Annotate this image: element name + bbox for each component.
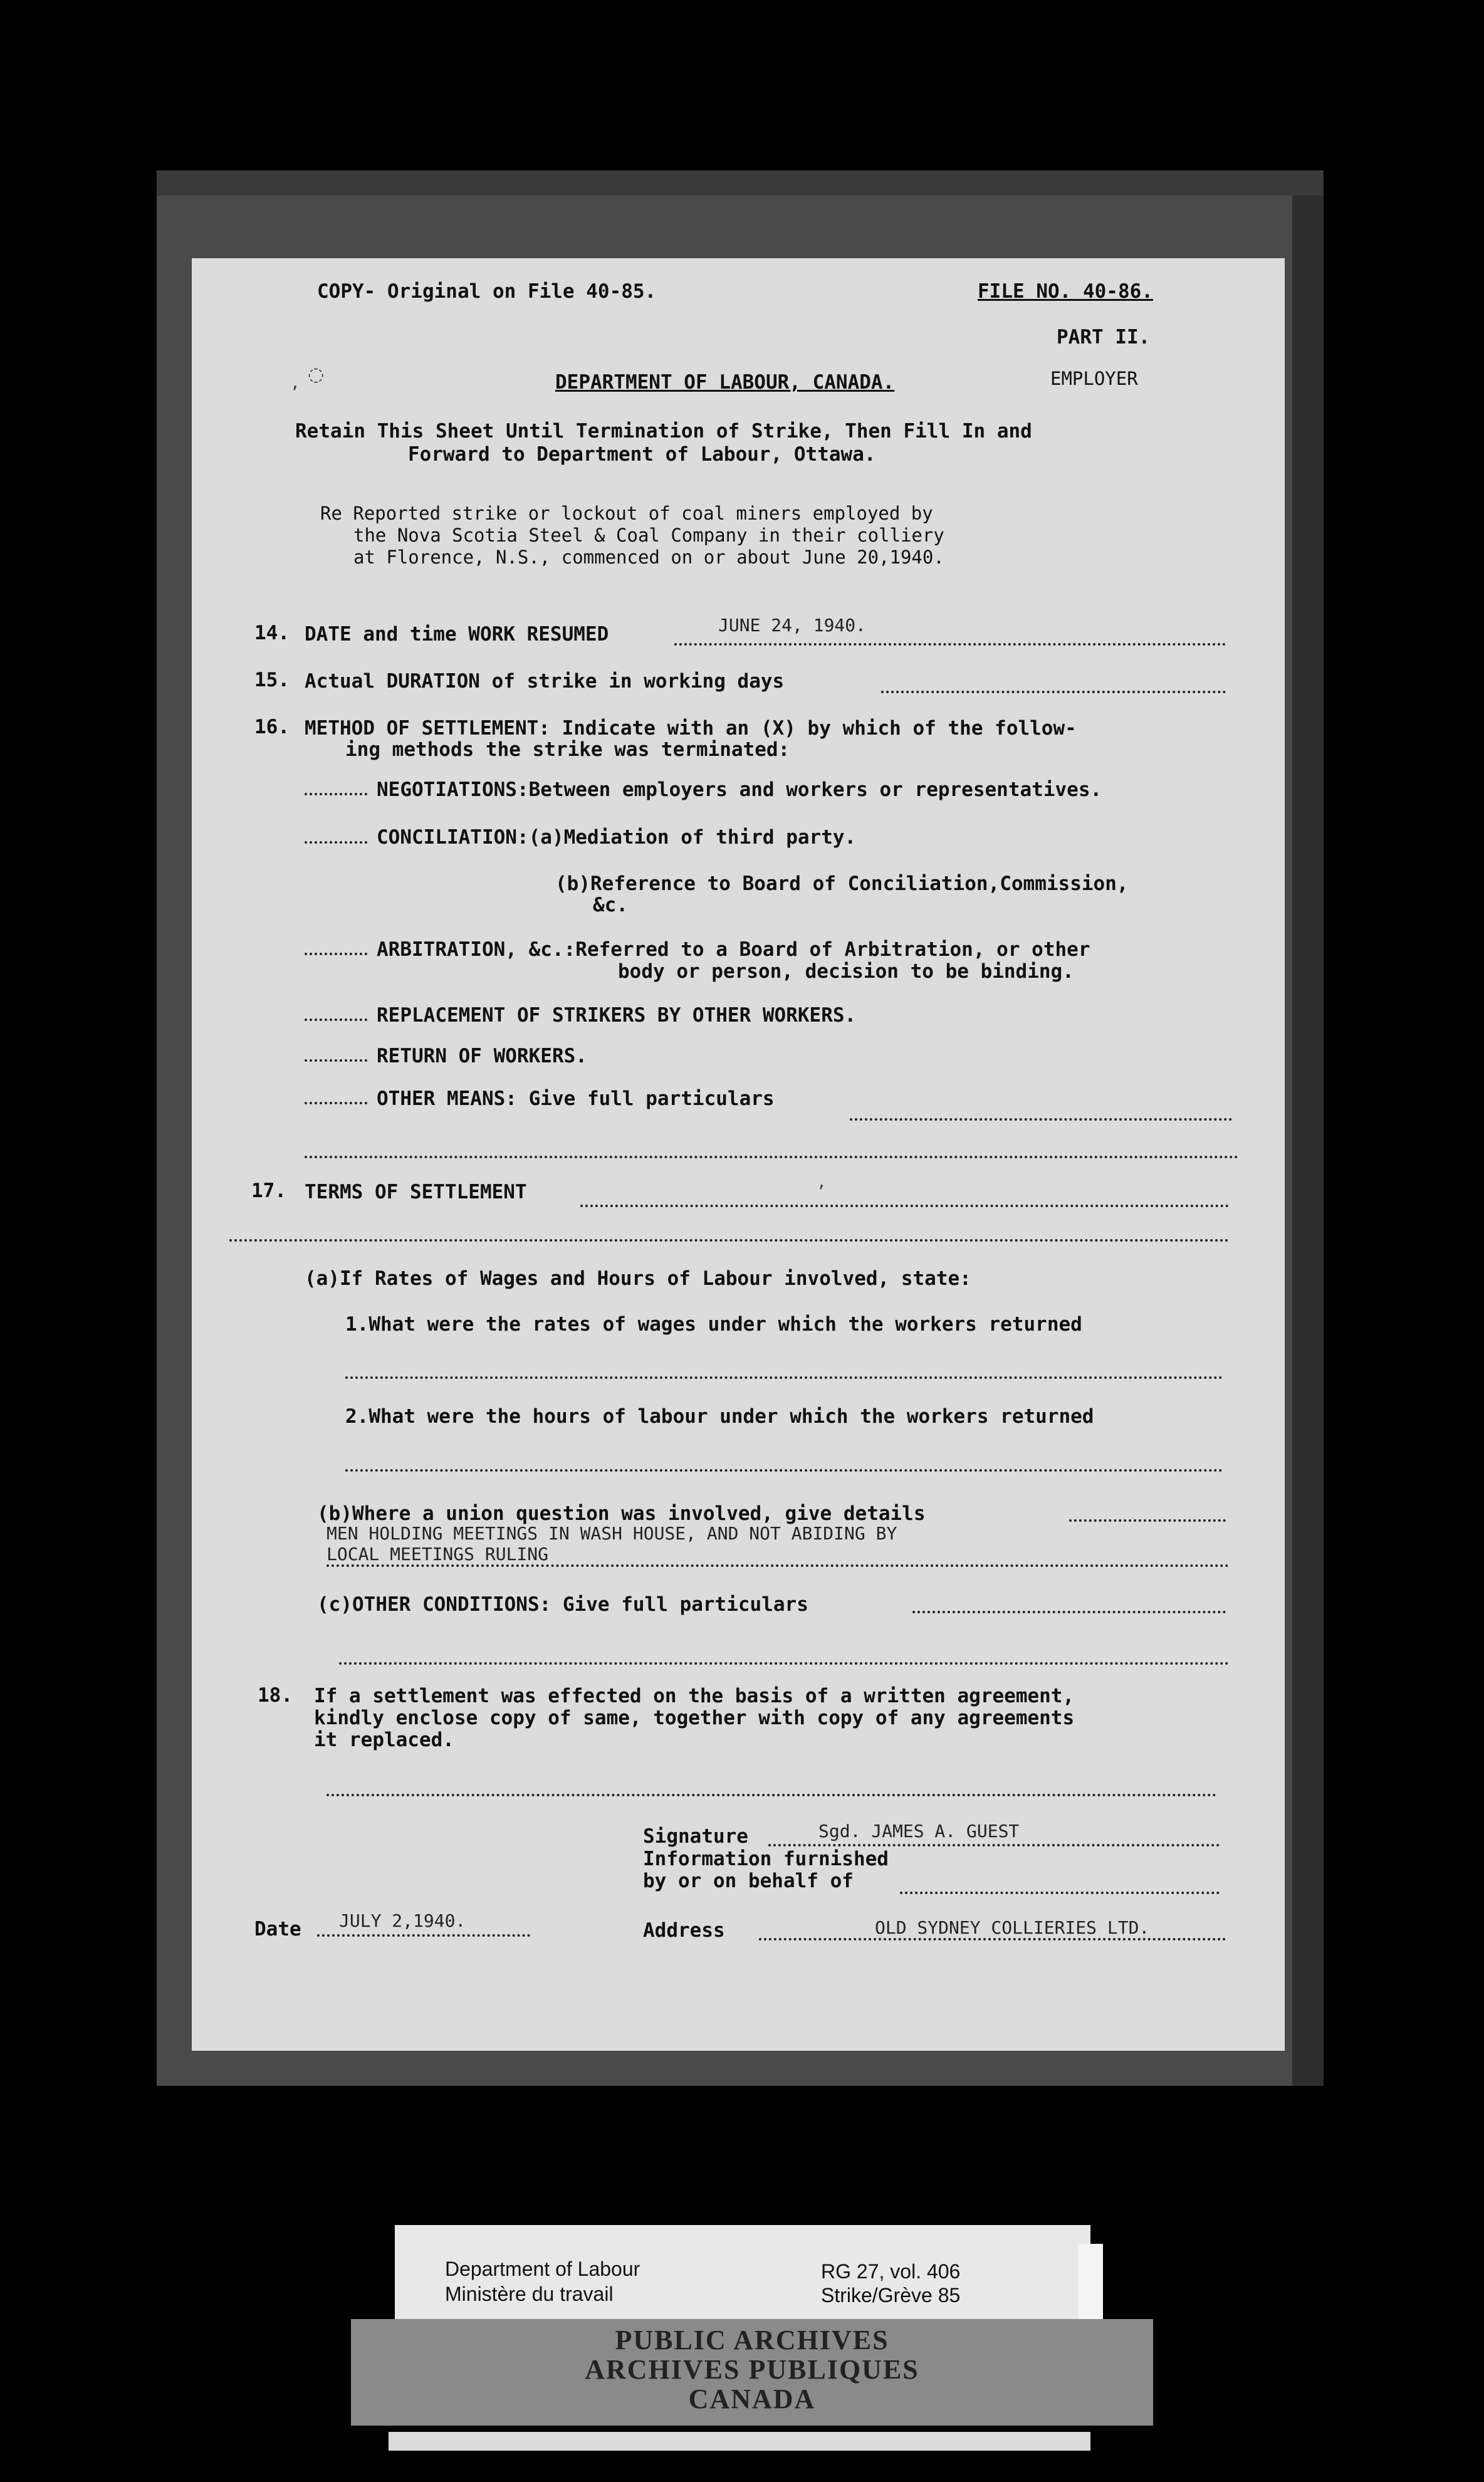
other-conditions-dotted-line-2[interactable] xyxy=(339,1662,1229,1665)
q17b-label: (b)Where a union question was involved, give details xyxy=(317,1502,926,1525)
re-line-1: Re Reported strike or lockout of coal miners employed by xyxy=(320,503,933,524)
signature-value: Sgd. JAMES A. GUEST xyxy=(818,1821,1020,1841)
archive-dept-fr: Ministère du travail xyxy=(445,2283,614,2305)
re-line-3: at Florence, N.S., commenced on or about June 20,1940. xyxy=(353,547,944,568)
date-value: JULY 2,1940. xyxy=(339,1910,466,1931)
q17b-value-line-2: LOCAL MEETINGS RULING xyxy=(327,1544,549,1564)
copy-note: COPY- Original on File 40-85. xyxy=(317,280,657,303)
option-negotiations: NEGOTIATIONS:Between employers and workers or representatives. xyxy=(377,778,1102,801)
negotiations-checkbox-line[interactable] xyxy=(305,793,367,795)
q14-value: JUNE 24, 1940. xyxy=(718,615,867,636)
q18-line-2: kindly enclose copy of same, together with copy of any agreements xyxy=(314,1707,1075,1729)
terms-dotted-line-1[interactable] xyxy=(580,1205,1229,1207)
q15-label: Actual DURATION of strike in working days xyxy=(305,670,785,693)
conciliation-checkbox-line[interactable] xyxy=(305,841,367,844)
pencil-mark: , xyxy=(292,371,298,393)
address-dotted-line[interactable] xyxy=(759,1938,1226,1940)
option-arbitration-line-1: ARBITRATION, &c.:Referred to a Board of Arbitration, or other xyxy=(377,938,1090,961)
pencil-circle-mark: ◌ xyxy=(308,364,325,385)
q15-number: 15. xyxy=(254,669,290,691)
q17a-label: (a)If Rates of Wages and Hours of Labour involved, state: xyxy=(305,1267,971,1290)
q17b-value-line-1: MEN HOLDING MEETINGS IN WASH HOUSE, AND NOT ABIDING BY xyxy=(327,1523,897,1544)
archive-dept-en: Department of Labour xyxy=(445,2258,640,2280)
other-means-dotted-line-1[interactable] xyxy=(850,1118,1232,1121)
option-conciliation-b-line-1: (b)Reference to Board of Conciliation,Commission, xyxy=(555,872,1129,895)
agreement-dotted-line[interactable] xyxy=(327,1794,1216,1796)
q14-label: DATE and time WORK RESUMED xyxy=(305,623,609,646)
signature-dotted-line[interactable] xyxy=(768,1844,1220,1846)
q17a2-label: 2.What were the hours of labour under which the workers returned xyxy=(345,1405,1094,1428)
q18-line-3: it replaced. xyxy=(314,1729,454,1751)
option-conciliation-b-line-2: &c. xyxy=(593,894,628,916)
stamp-line-3: CANADA xyxy=(688,2384,816,2414)
date-label: Date xyxy=(254,1918,301,1940)
archive-reference-label xyxy=(395,2225,1090,2332)
info-line-2: by or on behalf of xyxy=(643,1870,854,1892)
instruction-line-1: Retain This Sheet Until Termination of Strike, Then Fill In and xyxy=(295,420,1032,442)
stray-mark: , xyxy=(818,1170,825,1192)
q17c-label: (c)OTHER CONDITIONS: Give full particulars xyxy=(317,1593,808,1616)
option-return: RETURN OF WORKERS. xyxy=(377,1045,587,1067)
archive-label-tab xyxy=(1078,2244,1103,2319)
archive-stamp xyxy=(351,2319,1153,2426)
q16-label-line-2: ing methods the strike was terminated: xyxy=(345,738,790,761)
frame-top-edge xyxy=(157,170,1324,196)
date-dotted-line[interactable] xyxy=(317,1934,530,1937)
option-conciliation-a: CONCILIATION:(a)Mediation of third party. xyxy=(377,826,857,849)
stamp-line-1: PUBLIC ARCHIVES xyxy=(615,2325,889,2355)
wages-dotted-line[interactable] xyxy=(345,1376,1223,1379)
part-number: PART II. xyxy=(1057,326,1151,348)
signature-label: Signature xyxy=(643,1825,748,1848)
return-checkbox-line[interactable] xyxy=(305,1059,367,1062)
frame-right-edge xyxy=(1292,196,1324,2086)
other-means-dotted-line-2[interactable] xyxy=(305,1156,1238,1158)
q17a1-label: 1.What were the rates of wages under which the workers returned xyxy=(345,1313,1082,1336)
file-number: FILE NO. 40-86. xyxy=(978,280,1153,303)
terms-dotted-line-2[interactable] xyxy=(229,1239,1229,1242)
address-value: OLD SYDNEY COLLIERIES LTD. xyxy=(875,1917,1150,1938)
q16-label-line-1: METHOD OF SETTLEMENT: Indicate with an (X) by which of the follow- xyxy=(305,717,1077,740)
q15-dotted-line xyxy=(881,691,1226,693)
form-sheet xyxy=(192,258,1285,2051)
other-means-checkbox-line[interactable] xyxy=(305,1102,367,1104)
q18-number: 18. xyxy=(258,1684,293,1707)
union-dotted-line-1[interactable] xyxy=(1069,1519,1226,1522)
address-label: Address xyxy=(643,1919,725,1942)
replacement-checkbox-line[interactable] xyxy=(305,1018,367,1021)
instruction-line-2: Forward to Department of Labour, Ottawa. xyxy=(408,443,876,466)
behalf-dotted-line[interactable] xyxy=(900,1892,1220,1894)
option-arbitration-line-2: body or person, decision to be binding. xyxy=(618,960,1074,983)
option-other-means: OTHER MEANS: Give full particulars xyxy=(377,1087,775,1110)
q16-number: 16. xyxy=(254,716,290,738)
q18-line-1: If a settlement was effected on the basis of a written agreement, xyxy=(314,1685,1075,1707)
q17-label: TERMS OF SETTLEMENT xyxy=(305,1181,527,1203)
archive-ref: RG 27, vol. 406 xyxy=(821,2260,961,2283)
archive-strike: Strike/Grève 85 xyxy=(821,2284,961,2307)
party-employer: EMPLOYER xyxy=(1050,368,1138,389)
info-line-1: Information furnished xyxy=(643,1848,889,1870)
option-replacement: REPLACEMENT OF STRIKERS BY OTHER WORKERS. xyxy=(377,1004,857,1027)
q17-number: 17. xyxy=(251,1180,286,1202)
re-line-2: the Nova Scotia Steel & Coal Company in their colliery xyxy=(353,525,944,546)
union-dotted-line-2[interactable] xyxy=(327,1564,1229,1567)
q14-dotted-line xyxy=(674,643,1226,646)
other-conditions-dotted-line-1[interactable] xyxy=(912,1611,1226,1613)
q14-number: 14. xyxy=(254,622,290,644)
department-title: DEPARTMENT OF LABOUR, CANADA. xyxy=(555,371,895,394)
stamp-line-2: ARCHIVES PUBLIQUES xyxy=(585,2354,919,2385)
hours-dotted-line[interactable] xyxy=(345,1469,1223,1472)
bottom-strip xyxy=(389,2432,1090,2451)
arbitration-checkbox-line[interactable] xyxy=(305,953,367,955)
